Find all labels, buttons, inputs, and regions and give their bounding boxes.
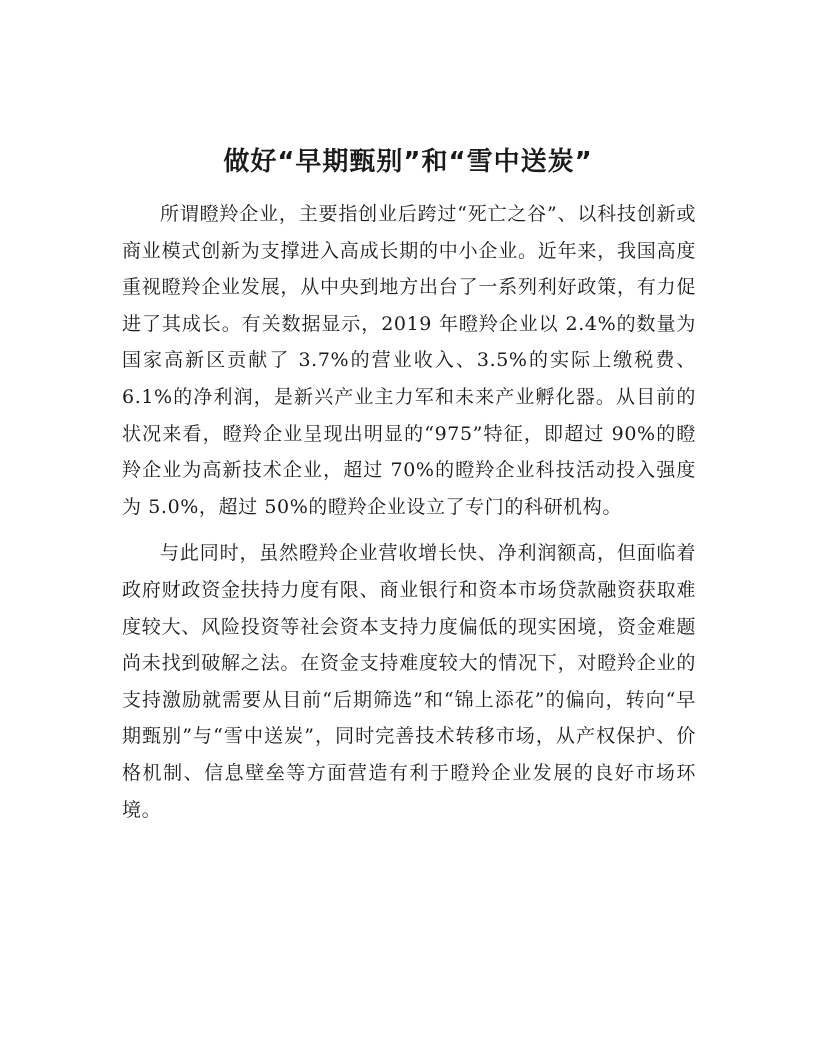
paragraph-2: 与此同时，虽然瞪羚企业营收增长快、净利润额高，但面临着政府财政资金扶持力度有限、商业银行和资本市场贷款融资获取难度较大、风险投资等社会资本支持力度偏低的现实困境，资金难题尚未找到破解之法。在资金支持难度较大的情况下，对瞪羚企业的支持激励就需要从目前“后期筛选”和“锦上添花”的偏向，转向“早期甄别”与“雪中送炭”，同时完善技术转移市场，从产权保护、价格机制、信息壁垒等方面营造有利于瞪羚企业发展的良好市场环境。: [122, 542, 696, 821]
document-body: [122, 196, 696, 828]
paragraph-1: 所谓瞪羚企业，主要指创业后跨过“死亡之谷”、以科技创新或商业模式创新为支撑进入高成长期的中小企业。近年来，我国高度重视瞪羚企业发展，从中央到地方出台了一系列利好政策，有力促进了其成长。有关数据显示，2019 年瞪羚企业以 2.4%的数量为国家高新区贡献了 3.7%的营业收入、3.5%的实际上缴税费、6.1%的净利润，是新兴产业主力军和未来产业孵化器。从目前的状况来看，瞪羚企业呈现出明显的“975”特征，即超过 90%的瞪羚企业为高新技术企业，超过 70%的瞪羚企业科技活动投入强度为 5.0%，超过 50%的瞪羚企业设立了专门的科研机构。: [122, 203, 696, 518]
document-title: 做好“早期甄别”和“雪中送炭”: [223, 147, 593, 177]
